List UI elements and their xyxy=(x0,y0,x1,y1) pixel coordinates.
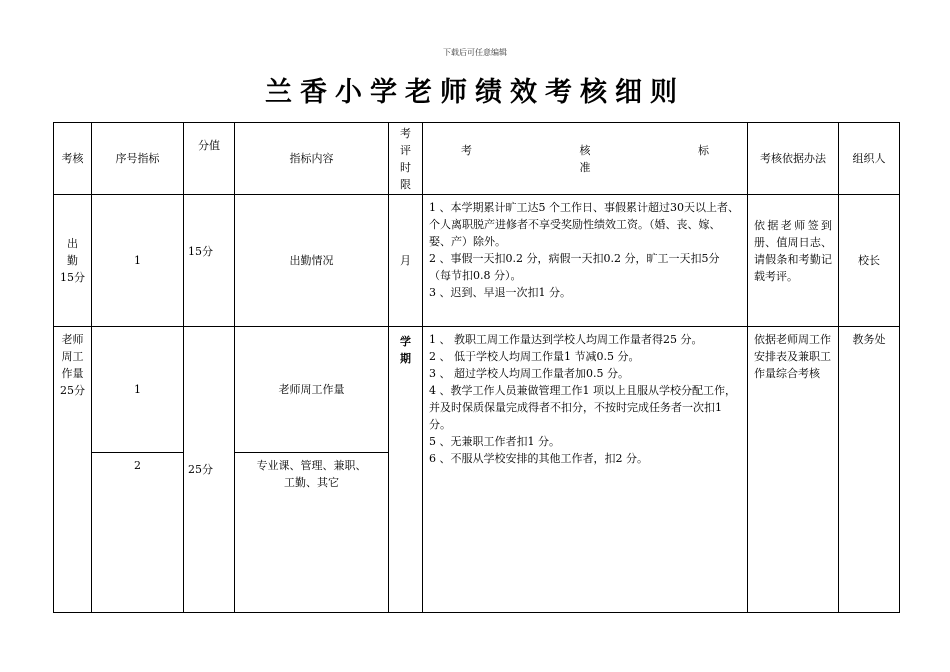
row-score: 25分 xyxy=(184,327,235,613)
header-score: 分值 xyxy=(184,123,235,195)
header-basis: 考核依据办法 xyxy=(748,123,839,195)
standard-line: 2 、 低于学校人均周工作量1 节减0.5 分。 xyxy=(429,350,640,363)
row-period: 月 xyxy=(389,195,423,327)
assessment-table xyxy=(53,122,900,613)
download-watermark: 下载后可任意编辑 xyxy=(443,48,507,57)
header-standard-char: 核 xyxy=(579,143,591,157)
header-org: 组织人 xyxy=(839,123,900,195)
header-standard-char: 考 xyxy=(461,143,472,157)
row-seq: 1 xyxy=(92,327,184,453)
page-title: 兰香小学老师绩效考核细则 xyxy=(265,77,685,108)
standard-line: 2 、事假一天扣0.2 分，病假一天扣0.2 分，旷工一天扣5分（每节扣0.8 分）。 xyxy=(429,252,720,282)
header-period-line: 时 xyxy=(400,160,411,174)
standard-line: 6 、不服从学校安排的其他工作者，扣2 分。 xyxy=(429,452,648,465)
standard-line: 3 、迟到、早退一次扣1 分。 xyxy=(429,286,571,299)
category-line: 15分 xyxy=(60,271,85,284)
standard-line: 4 、教学工作人员兼做管理工作1 项以上且服从学校分配工作，并及时保质保量完成得者不扣分，不按时完成任务者一次扣1 分。 xyxy=(429,384,736,431)
category-line: 25分 xyxy=(60,384,85,397)
category-line: 周工 xyxy=(61,350,84,363)
row-period xyxy=(389,327,423,613)
header-row xyxy=(54,123,900,195)
row-category xyxy=(54,327,92,613)
row-content: 专业课、管理、兼职、工勤、其它 xyxy=(235,453,389,613)
row-org: 校长 xyxy=(839,195,900,327)
header-category: 考核 xyxy=(54,123,92,195)
header-period-line: 限 xyxy=(400,177,411,191)
period-line: 期 xyxy=(400,352,411,365)
table-row-attendance xyxy=(54,195,900,327)
standard-line: 5 、无兼职工作者扣1 分。 xyxy=(429,435,560,448)
header-period-line: 考 xyxy=(400,126,411,140)
row-basis: 依据老师签到册、值周日志、请假条和考勤记载考评。 xyxy=(748,195,839,327)
header-content: 指标内容 xyxy=(235,123,389,195)
header-period-line: 评 xyxy=(400,143,411,157)
header-standard xyxy=(423,123,748,195)
row-score: 15分 xyxy=(184,195,235,327)
period-line: 学 xyxy=(400,335,411,348)
row-org: 教务处 xyxy=(839,327,900,613)
row-standard xyxy=(423,195,748,327)
header-standard-char: 标 xyxy=(698,143,709,157)
standard-line: 1 、本学期累计旷工达5 个工作日、事假累计超过30天以上者、个人离职脱产进修者不享受奖励性绩效工资。（婚、丧、嫁、娶、产）除外。 xyxy=(429,201,739,248)
standard-line: 1 、 教职工周工作量达到学校人均周工作量者得25 分。 xyxy=(429,333,703,346)
standard-line: 3 、 超过学校人均周工作量者加0.5 分。 xyxy=(429,367,629,380)
row-standard xyxy=(423,327,748,613)
row-category xyxy=(54,195,92,327)
row-seq: 2 xyxy=(92,453,184,613)
table-row-workload xyxy=(54,327,900,453)
row-content: 老师周工作量 xyxy=(235,327,389,453)
header-seq: 序号指标 xyxy=(92,123,184,195)
header-standard-char: 准 xyxy=(579,160,591,174)
header-period xyxy=(389,123,423,195)
category-line: 作量 xyxy=(61,367,84,380)
category-line: 出 xyxy=(67,237,78,250)
category-line: 老师 xyxy=(61,333,84,346)
category-line: 勤 xyxy=(67,254,78,267)
row-content: 出勤情况 xyxy=(235,195,389,327)
row-seq: 1 xyxy=(92,195,184,327)
row-basis: 依据老师周工作安排表及兼职工作量综合考核 xyxy=(748,327,839,613)
